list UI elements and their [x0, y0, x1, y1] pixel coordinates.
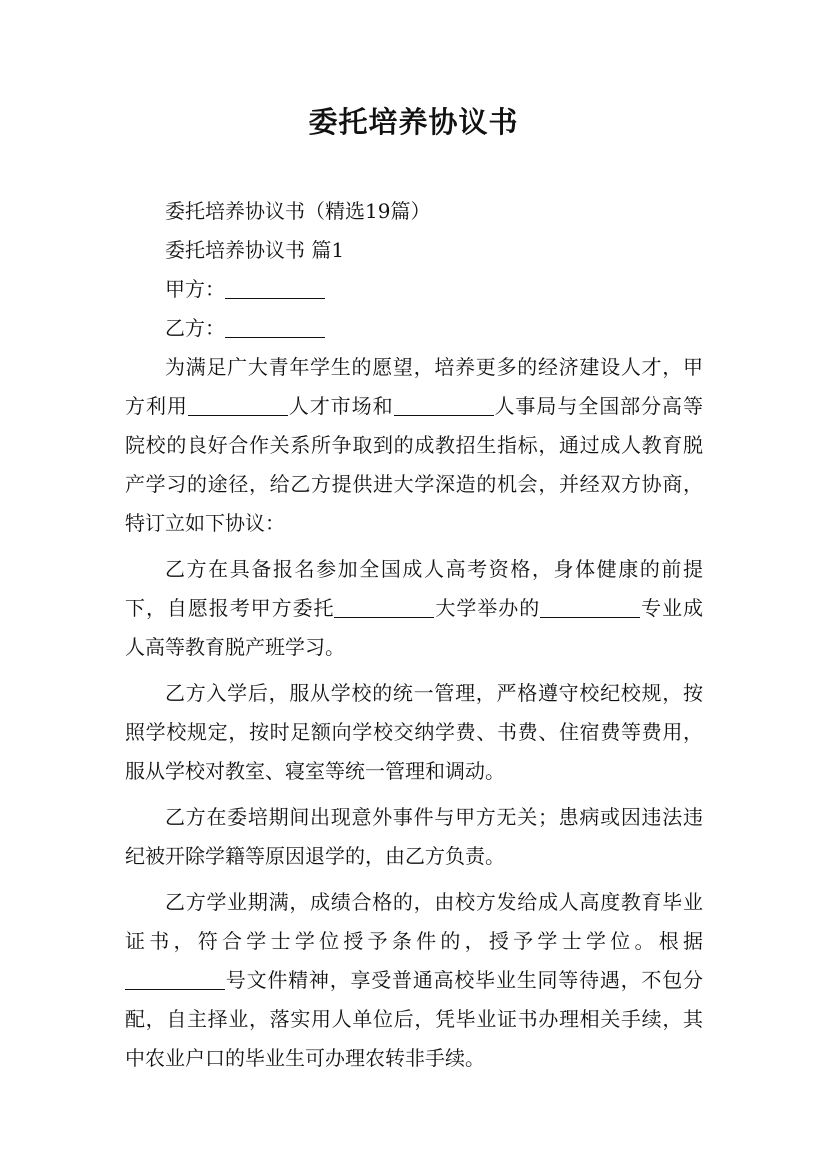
- party-a-line: [125, 270, 703, 309]
- clause-1-text-2: 大学举办的: [434, 596, 541, 620]
- section-heading: 委托培养协议书 篇1: [165, 238, 345, 262]
- clause-4-text-1: 乙方学业期满，成绩合格的，由校方发给成人高度教育毕业证书，符合学士学位授予条件的，授予学士学位。根据: [125, 890, 703, 953]
- clause-1-text-3: 专业成人高等教育脱产班学习。: [125, 596, 704, 659]
- clause-2-paragraph: 乙方入学后，服从学校的统一管理，严格遵守校纪校规，按照学校规定，按时足额向学校交纳学费、书费、住宿费等费用，服从学校对教室、寝室等统一管理和调动。: [125, 681, 703, 783]
- party-a-label: 甲方：: [165, 277, 225, 301]
- party-b-line: [125, 309, 703, 348]
- intro-text-3: 人事局与全国部分高等院校的良好合作关系所争取到的成教招生指标，通过成人教育脱产学习的途径，给乙方提供进大学深造的机会，并经双方协商，特订立如下协议：: [125, 394, 704, 535]
- party-b-label: 乙方：: [165, 316, 225, 340]
- intro-text-2: 人才市场和: [287, 394, 394, 418]
- clause-4-blank: [125, 969, 225, 990]
- intro-text-1: 为满足广大青年学生的愿望，培养更多的经济建设人才，甲方利用: [125, 355, 703, 418]
- subtitle-line: 委托培养协议书（精选19篇）: [165, 199, 431, 223]
- intro-blank-2: [394, 395, 494, 416]
- document-title: 委托培养协议书: [308, 105, 519, 139]
- intro-paragraph: [125, 348, 703, 543]
- clause-1-text-1: 乙方在具备报名参加全国成人高考资格，身体健康的前提下，自愿报考甲方委托: [125, 557, 703, 620]
- clause-4-paragraph: [125, 883, 703, 1078]
- clause-1-paragraph: [125, 550, 703, 667]
- clause-4-text-2: 号文件精神，享受普通高校毕业生同等待遇，不包分配，自主择业，落实用人单位后，凭毕业证书办理相关手续，其中农业户口的毕业生可办理农转非手续。: [125, 968, 703, 1070]
- document-body: [125, 192, 703, 1078]
- party-a-blank: [225, 278, 325, 299]
- intro-blank-1: [188, 395, 288, 416]
- clause-1-blank-1: [334, 597, 434, 618]
- clause-3-paragraph: 乙方在委培期间出现意外事件与甲方无关；患病或因违法违纪被开除学籍等原因退学的，由乙方负责。: [125, 805, 703, 868]
- clause-1-blank-2: [540, 597, 640, 618]
- party-b-blank: [225, 317, 325, 338]
